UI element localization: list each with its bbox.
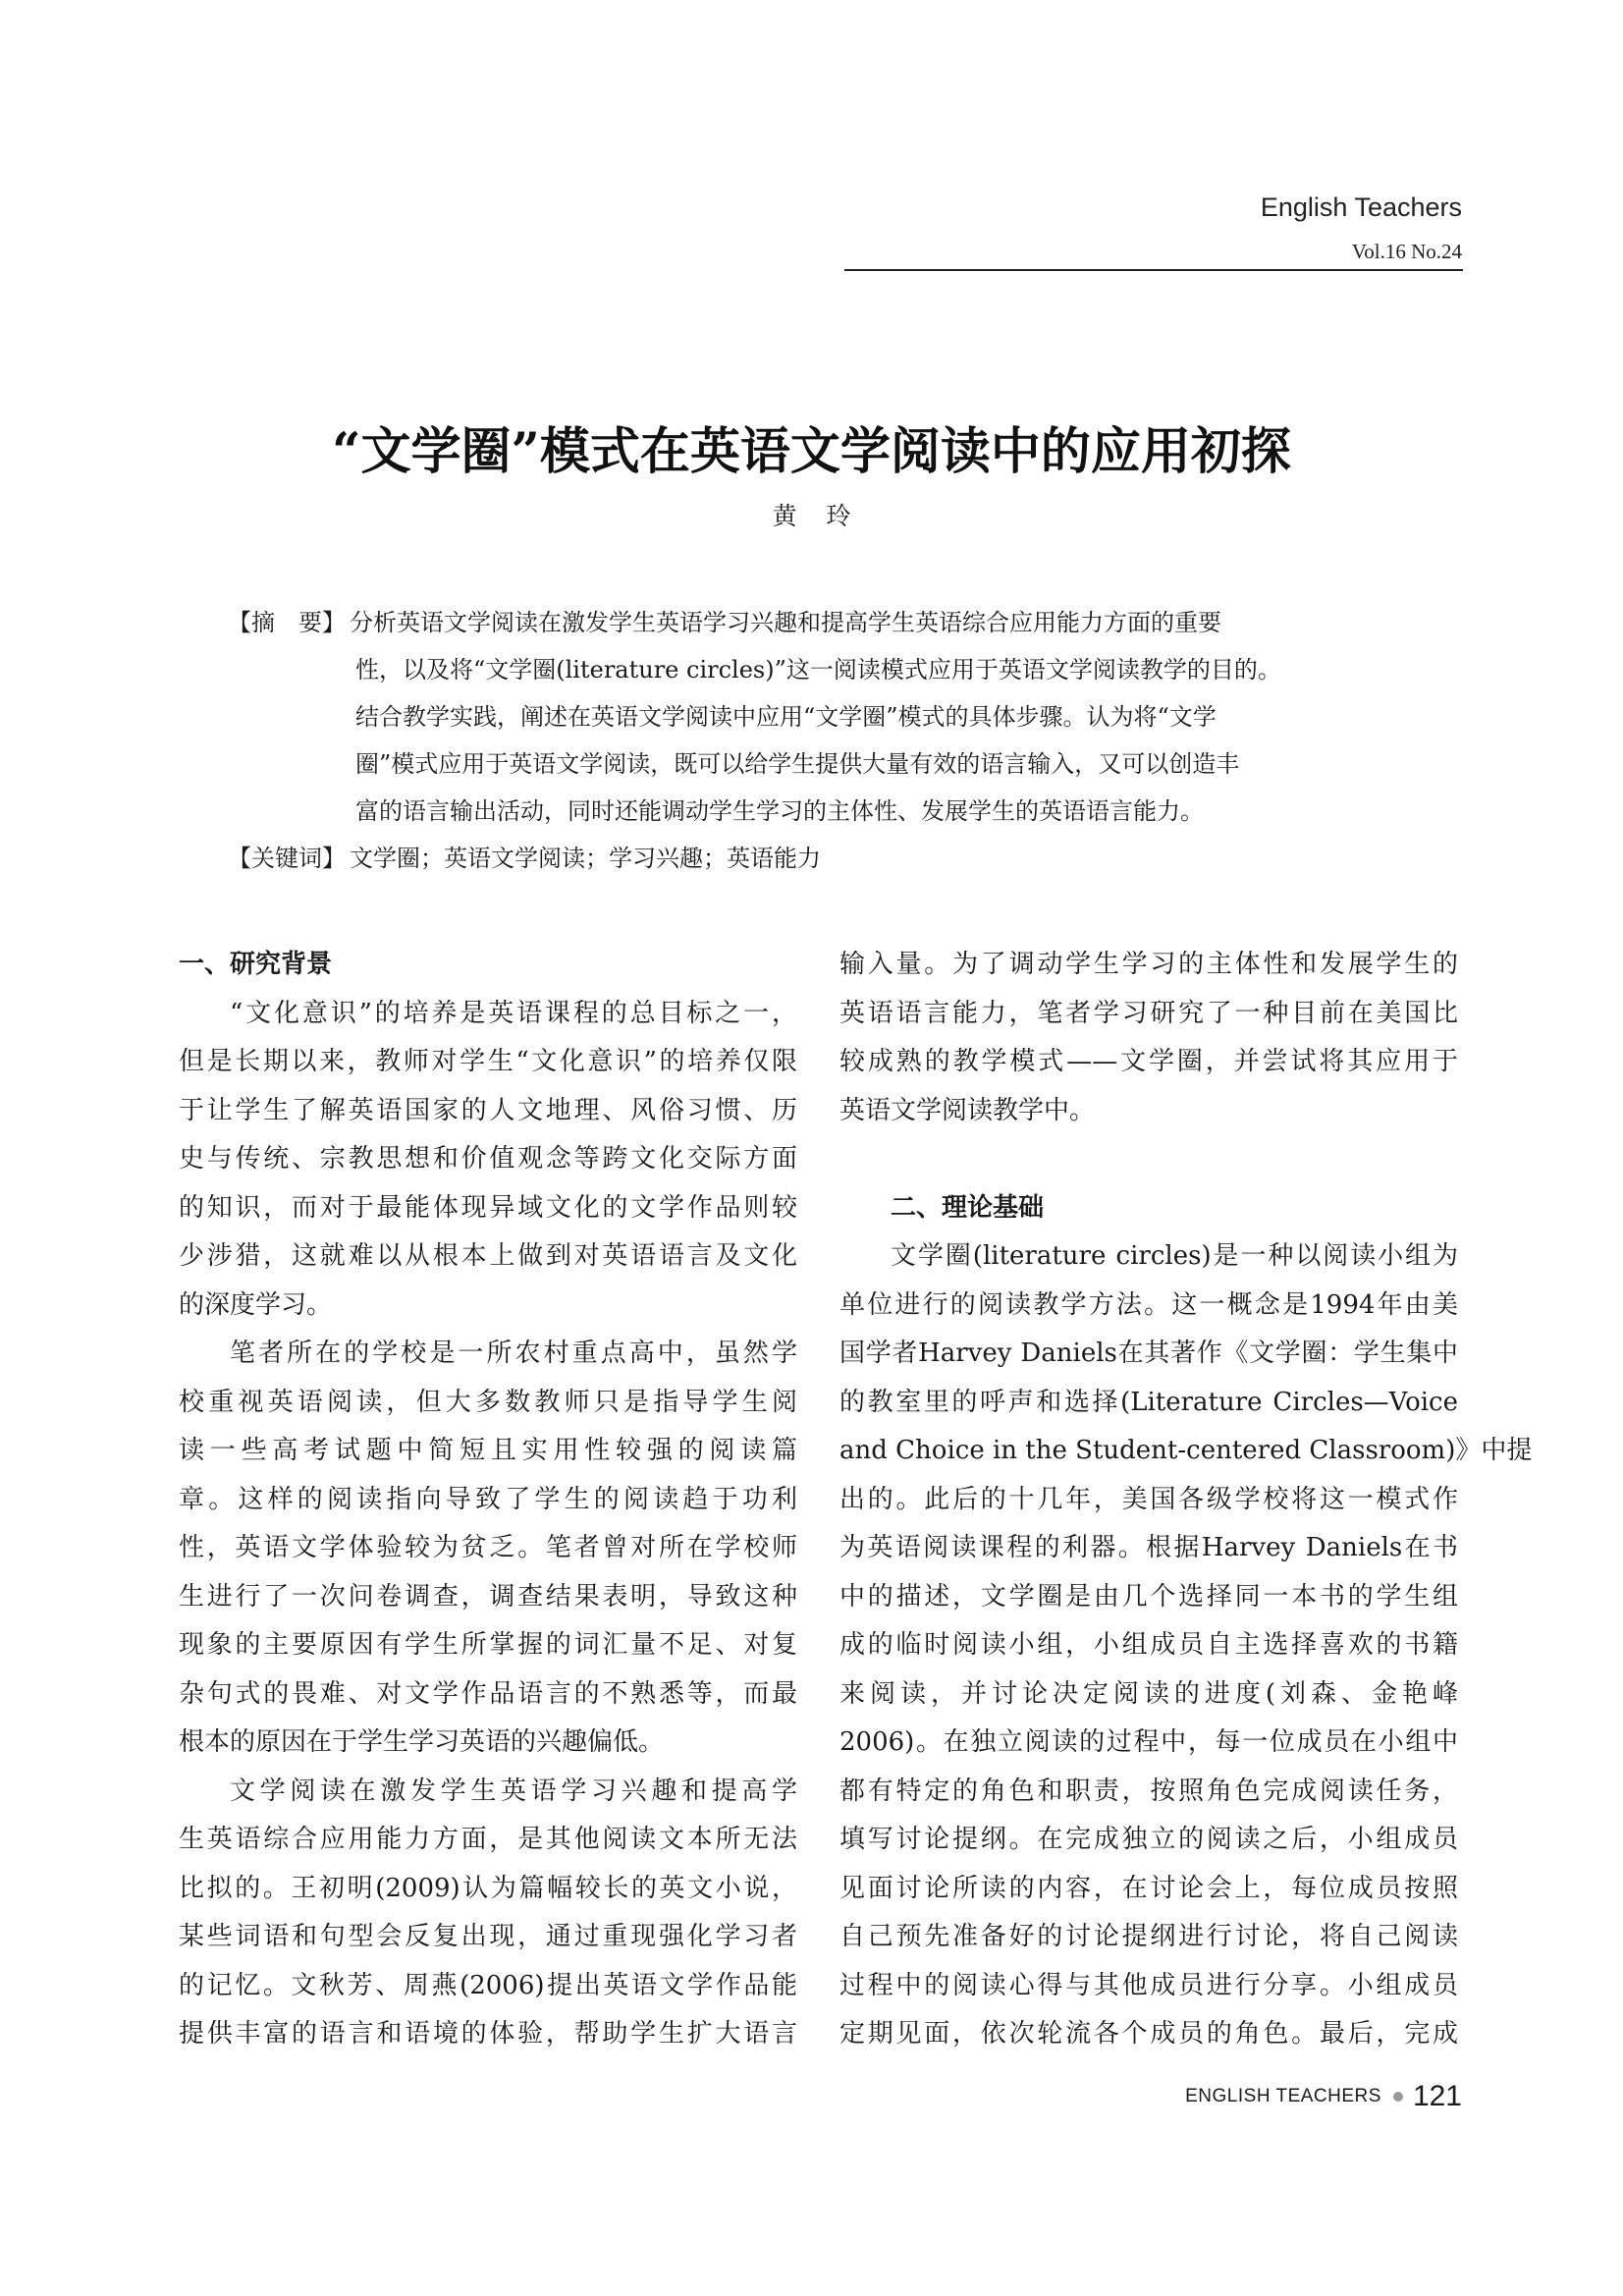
text-line: 英语语言能力，笔者学习研究了一种目前在美国比 <box>839 998 1458 1028</box>
text-line: 的知识，而对于最能体现异域文化的文学作品则较 <box>179 1192 797 1223</box>
left-column <box>179 941 797 2059</box>
text-line: 单位进行的阅读教学方法。这一概念是1994年由美 <box>839 1289 1458 1320</box>
text-line: 文学圈(literature circles)是一种以阅读小组为 <box>891 1241 1458 1271</box>
spacer <box>839 1135 1458 1184</box>
text-line: 都有特定的角色和职责，按照角色完成阅读任务， <box>839 1776 1458 1806</box>
journal-name: English Teachers <box>1260 192 1462 222</box>
abstract-row <box>228 788 1426 835</box>
text-line: 的记忆。文秋芳、周燕(2006)提出英语文学作品能 <box>179 1970 797 2000</box>
right-column <box>839 941 1533 2059</box>
text-line: 自己预先准备好的讨论提纲进行讨论，将自己阅读 <box>839 1922 1458 1951</box>
article-title: “文学圈”模式在英语文学阅读中的应用初探 <box>332 422 1291 481</box>
text-line: 见面讨论所读的内容，在讨论会上，每位成员按照 <box>839 1873 1458 1903</box>
bullet-dot-icon <box>1393 2092 1403 2102</box>
keywords-label: 【关键词】 <box>228 845 346 872</box>
text-line: 为英语阅读课程的利器。根据Harvey Daniels在书 <box>839 1533 1458 1562</box>
text-line: 过程中的阅读心得与其他成员进行分享。小组成员 <box>839 1970 1458 2000</box>
abstract-row <box>228 693 1426 740</box>
text-line: 出的。此后的十几年，美国各级学校将这一模式作 <box>839 1484 1458 1514</box>
text-line: and Choice in the Student-centered Classroom)》中提 <box>839 1436 1533 1465</box>
text-line: 文学阅读在激发学生英语学习兴趣和提高学 <box>230 1776 797 1806</box>
text-line: 于让学生了解英语国家的人文地理、风俗习惯、历 <box>179 1095 797 1125</box>
text-line: 的教室里的呼声和选择(Literature Circles—Voice <box>839 1387 1458 1417</box>
text-line: 中的描述，文学圈是由几个选择同一本书的学生组 <box>839 1581 1458 1612</box>
article-author: 黄玲 <box>772 502 881 530</box>
text-line: 生进行了一次问卷调查，调查结果表明，导致这种 <box>179 1581 797 1612</box>
section-heading: 二、理论基础 <box>891 1192 1045 1223</box>
text-line: 少涉猎，这就难以从根本上做到对英语语言及文化 <box>179 1241 797 1271</box>
text-line: 成的临时阅读小组，小组成员自主选择喜欢的书籍 <box>839 1630 1458 1660</box>
abstract-line: 性，以及将“文学圈(literature circles)”这一阅读模式应用于英语文学阅读教学的目的。 <box>355 656 1281 683</box>
text-line: 提供丰富的语言和语境的体验，帮助学生扩大语言 <box>179 2019 797 2049</box>
abstract-line: 圈”模式应用于英语文学阅读，既可以给学生提供大量有效的语言输入，又可以创造丰 <box>355 750 1240 778</box>
abstract <box>228 599 1426 882</box>
abstract-row <box>228 740 1426 788</box>
text-line: 但是长期以来，教师对学生“文化意识”的培养仅限 <box>179 1047 797 1076</box>
page-footer <box>1185 2080 1462 2113</box>
text-line: 定期见面，依次轮流各个成员的角色。最后，完成 <box>839 2019 1458 2049</box>
text-line: 校重视英语阅读，但大多数教师只是指导学生阅 <box>179 1387 797 1417</box>
text-line: 杂句式的畏难、对文学作品语言的不熟悉等，而最 <box>179 1678 797 1709</box>
text-line: 的深度学习。 <box>179 1289 333 1320</box>
abstract-line: 富的语言输出活动，同时还能调动学生学习的主体性、发展学生的英语语言能力。 <box>355 797 1204 825</box>
text-line: 现象的主要原因有学生所掌握的词汇量不足、对复 <box>179 1630 797 1660</box>
header-rule <box>844 269 1463 271</box>
text-line: 性，英语文学体验较为贫乏。笔者曾对所在学校师 <box>179 1533 797 1562</box>
text-line: 来阅读，并讨论决定阅读的进度(刘森、金艳峰 <box>839 1678 1458 1709</box>
text-line: 生英语综合应用能力方面，是其他阅读文本所无法 <box>179 1825 797 1854</box>
text-line: 笔者所在的学校是一所农村重点高中，虽然学 <box>230 1339 797 1368</box>
abstract-row <box>228 599 1426 646</box>
text-line: 某些词语和句型会反复出现，通过重现强化学习者 <box>179 1922 797 1951</box>
keywords-row <box>228 835 1426 882</box>
journal-volume: Vol.16 No.24 <box>1351 240 1462 263</box>
text-line: 根本的原因在于学生学习英语的兴趣偏低。 <box>179 1727 665 1757</box>
abstract-row <box>228 646 1426 693</box>
text-line: “文化意识”的培养是英语课程的总目标之一， <box>230 998 797 1028</box>
section-heading: 一、研究背景 <box>179 950 333 979</box>
abstract-label: 【摘 要】 <box>228 609 346 636</box>
abstract-line: 结合教学实践，阐述在英语文学阅读中应用“文学圈”模式的具体步骤。认为将“文学 <box>355 703 1217 731</box>
text-line: 国学者Harvey Daniels在其著作《文学圈：学生集中 <box>839 1339 1458 1368</box>
text-line: 较成熟的教学模式——文学圈，并尝试将其应用于 <box>839 1047 1458 1076</box>
text-line: 章。这样的阅读指向导致了学生的阅读趋于功利 <box>179 1484 797 1514</box>
text-line: 英语文学阅读教学中。 <box>839 1095 1096 1125</box>
text-line: 2006)。在独立阅读的过程中，每一位成员在小组中 <box>839 1727 1458 1757</box>
keywords-text: 文学圈；英语文学阅读；学习兴趣；英语能力 <box>350 845 821 872</box>
text-line: 比拟的。王初明(2009)认为篇幅较长的英文小说， <box>179 1873 797 1903</box>
abstract-line: 分析英语文学阅读在激发学生英语学习兴趣和提高学生英语综合应用能力方面的重要 <box>350 609 1221 636</box>
text-line: 读一些高考试题中简短且实用性较强的阅读篇 <box>179 1436 797 1465</box>
text-line: 史与传统、宗教思想和价值观念等跨文化交际方面 <box>179 1144 797 1174</box>
text-line: 填写讨论提纲。在完成独立的阅读之后，小组成员 <box>839 1825 1458 1854</box>
text-line: 输入量。为了调动学生学习的主体性和发展学生的 <box>839 950 1458 979</box>
page-number: 121 <box>1412 2080 1462 2112</box>
footer-journal-name: ENGLISH TEACHERS <box>1185 2086 1381 2106</box>
